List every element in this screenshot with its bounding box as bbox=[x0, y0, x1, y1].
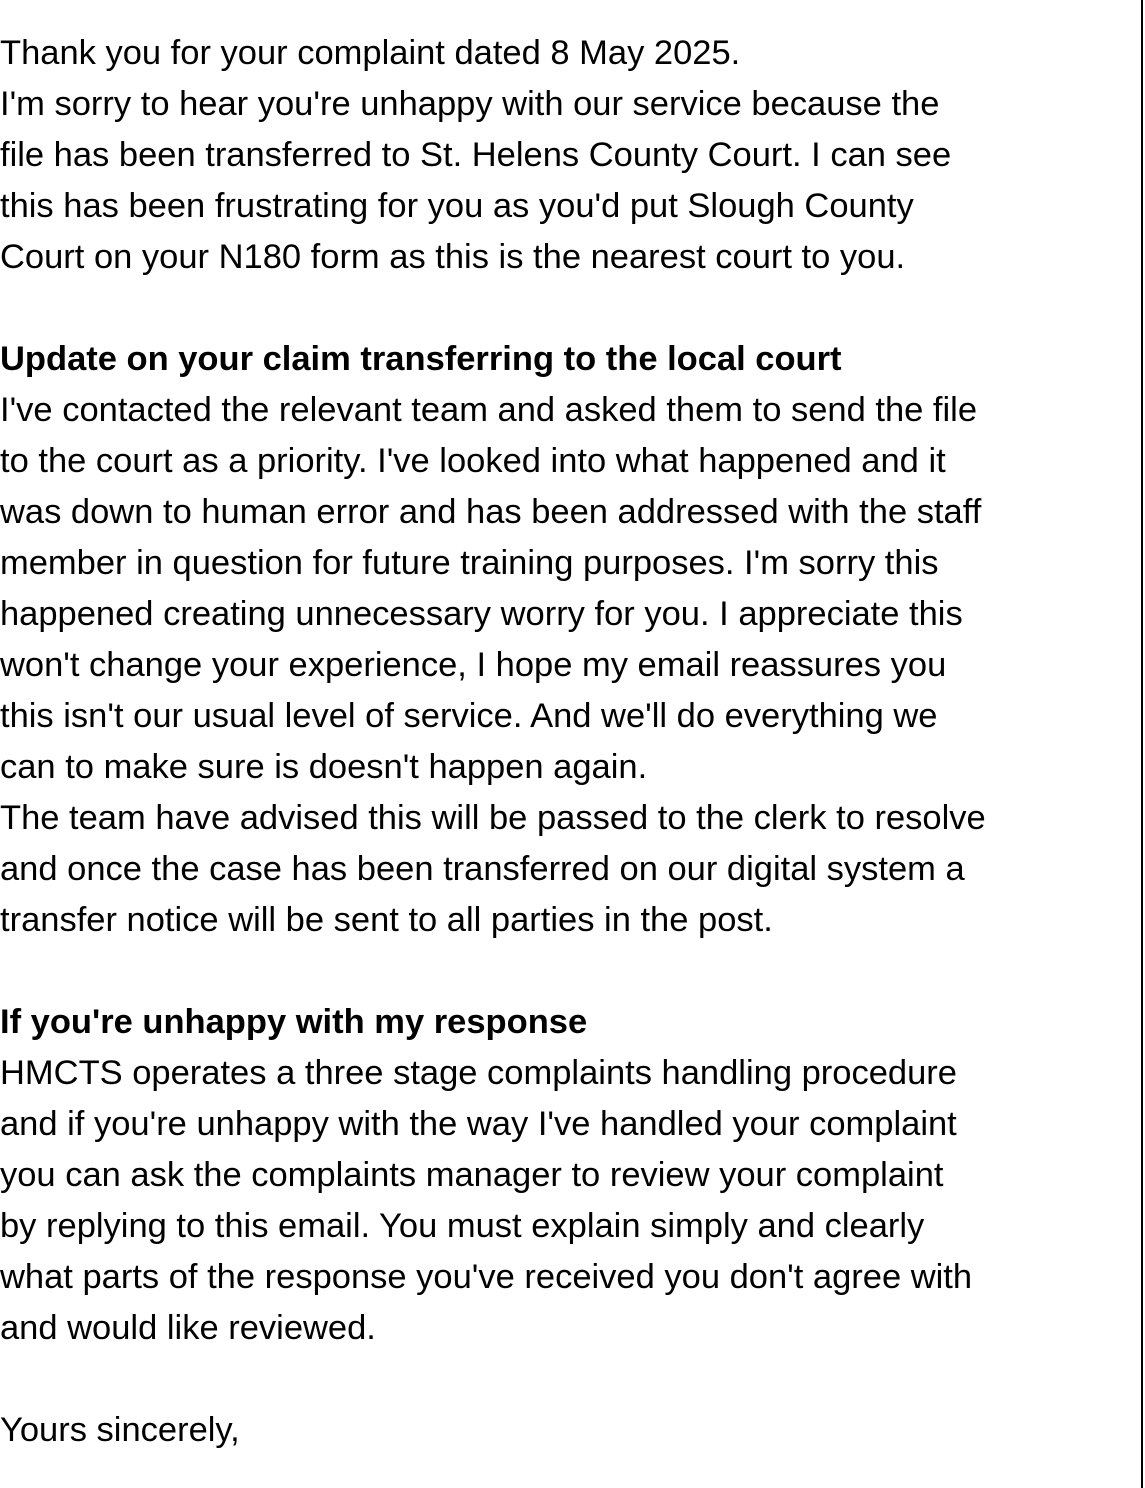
text-line: HMCTS operates a three stage complaints handling procedure bbox=[0, 1054, 957, 1092]
text-line: transfer notice will be sent to all parties in the post. bbox=[0, 901, 773, 939]
text-line: was down to human error and has been addressed with the staff bbox=[0, 493, 982, 531]
signoff: Yours sincerely, bbox=[0, 1411, 240, 1449]
text-line: and would like reviewed. bbox=[0, 1309, 376, 1347]
section-heading-update: Update on your claim transferring to the local court bbox=[0, 340, 842, 378]
text-line: won't change your experience, I hope my email reassures you bbox=[0, 646, 947, 684]
unhappy-section bbox=[0, 997, 1141, 1354]
text-line: by replying to this email. You must explain simply and clearly bbox=[0, 1207, 925, 1245]
text-line: happened creating unnecessary worry for you. I appreciate this bbox=[0, 595, 963, 633]
text-line: to the court as a priority. I've looked into what happened and it bbox=[0, 442, 946, 480]
text-line: I've contacted the relevant team and asked them to send the file bbox=[0, 391, 978, 429]
text-line: file has been transferred to St. Helens County Court. I can see bbox=[0, 136, 952, 174]
text-line: can to make sure is doesn't happen again. bbox=[0, 748, 648, 786]
update-section bbox=[0, 334, 1141, 946]
text-line: The team have advised this will be passed to the clerk to resolve bbox=[0, 799, 986, 837]
text-line: this has been frustrating for you as you'd put Slough County bbox=[0, 187, 914, 225]
text-line: member in question for future training purposes. I'm sorry this bbox=[0, 544, 939, 582]
text-line: what parts of the response you've received you don't agree with bbox=[0, 1258, 973, 1296]
text-line: Court on your N180 form as this is the nearest court to you. bbox=[0, 238, 906, 276]
letter-body bbox=[0, 28, 1141, 1456]
section-heading-unhappy: If you're unhappy with my response bbox=[0, 1003, 588, 1041]
intro-paragraph bbox=[0, 28, 1141, 283]
text-line: you can ask the complaints manager to review your complaint bbox=[0, 1156, 944, 1194]
paragraph-spacer bbox=[0, 1354, 1141, 1405]
text-line: and once the case has been transferred on our digital system a bbox=[0, 850, 965, 888]
paragraph-spacer bbox=[0, 283, 1141, 334]
text-line: Thank you for your complaint dated 8 May 2025. bbox=[0, 34, 741, 72]
paragraph-spacer bbox=[0, 946, 1141, 997]
text-line: I'm sorry to hear you're unhappy with our service because the bbox=[0, 85, 940, 123]
text-line: this isn't our usual level of service. And we'll do everything we bbox=[0, 697, 938, 735]
text-line: and if you're unhappy with the way I've handled your complaint bbox=[0, 1105, 957, 1143]
